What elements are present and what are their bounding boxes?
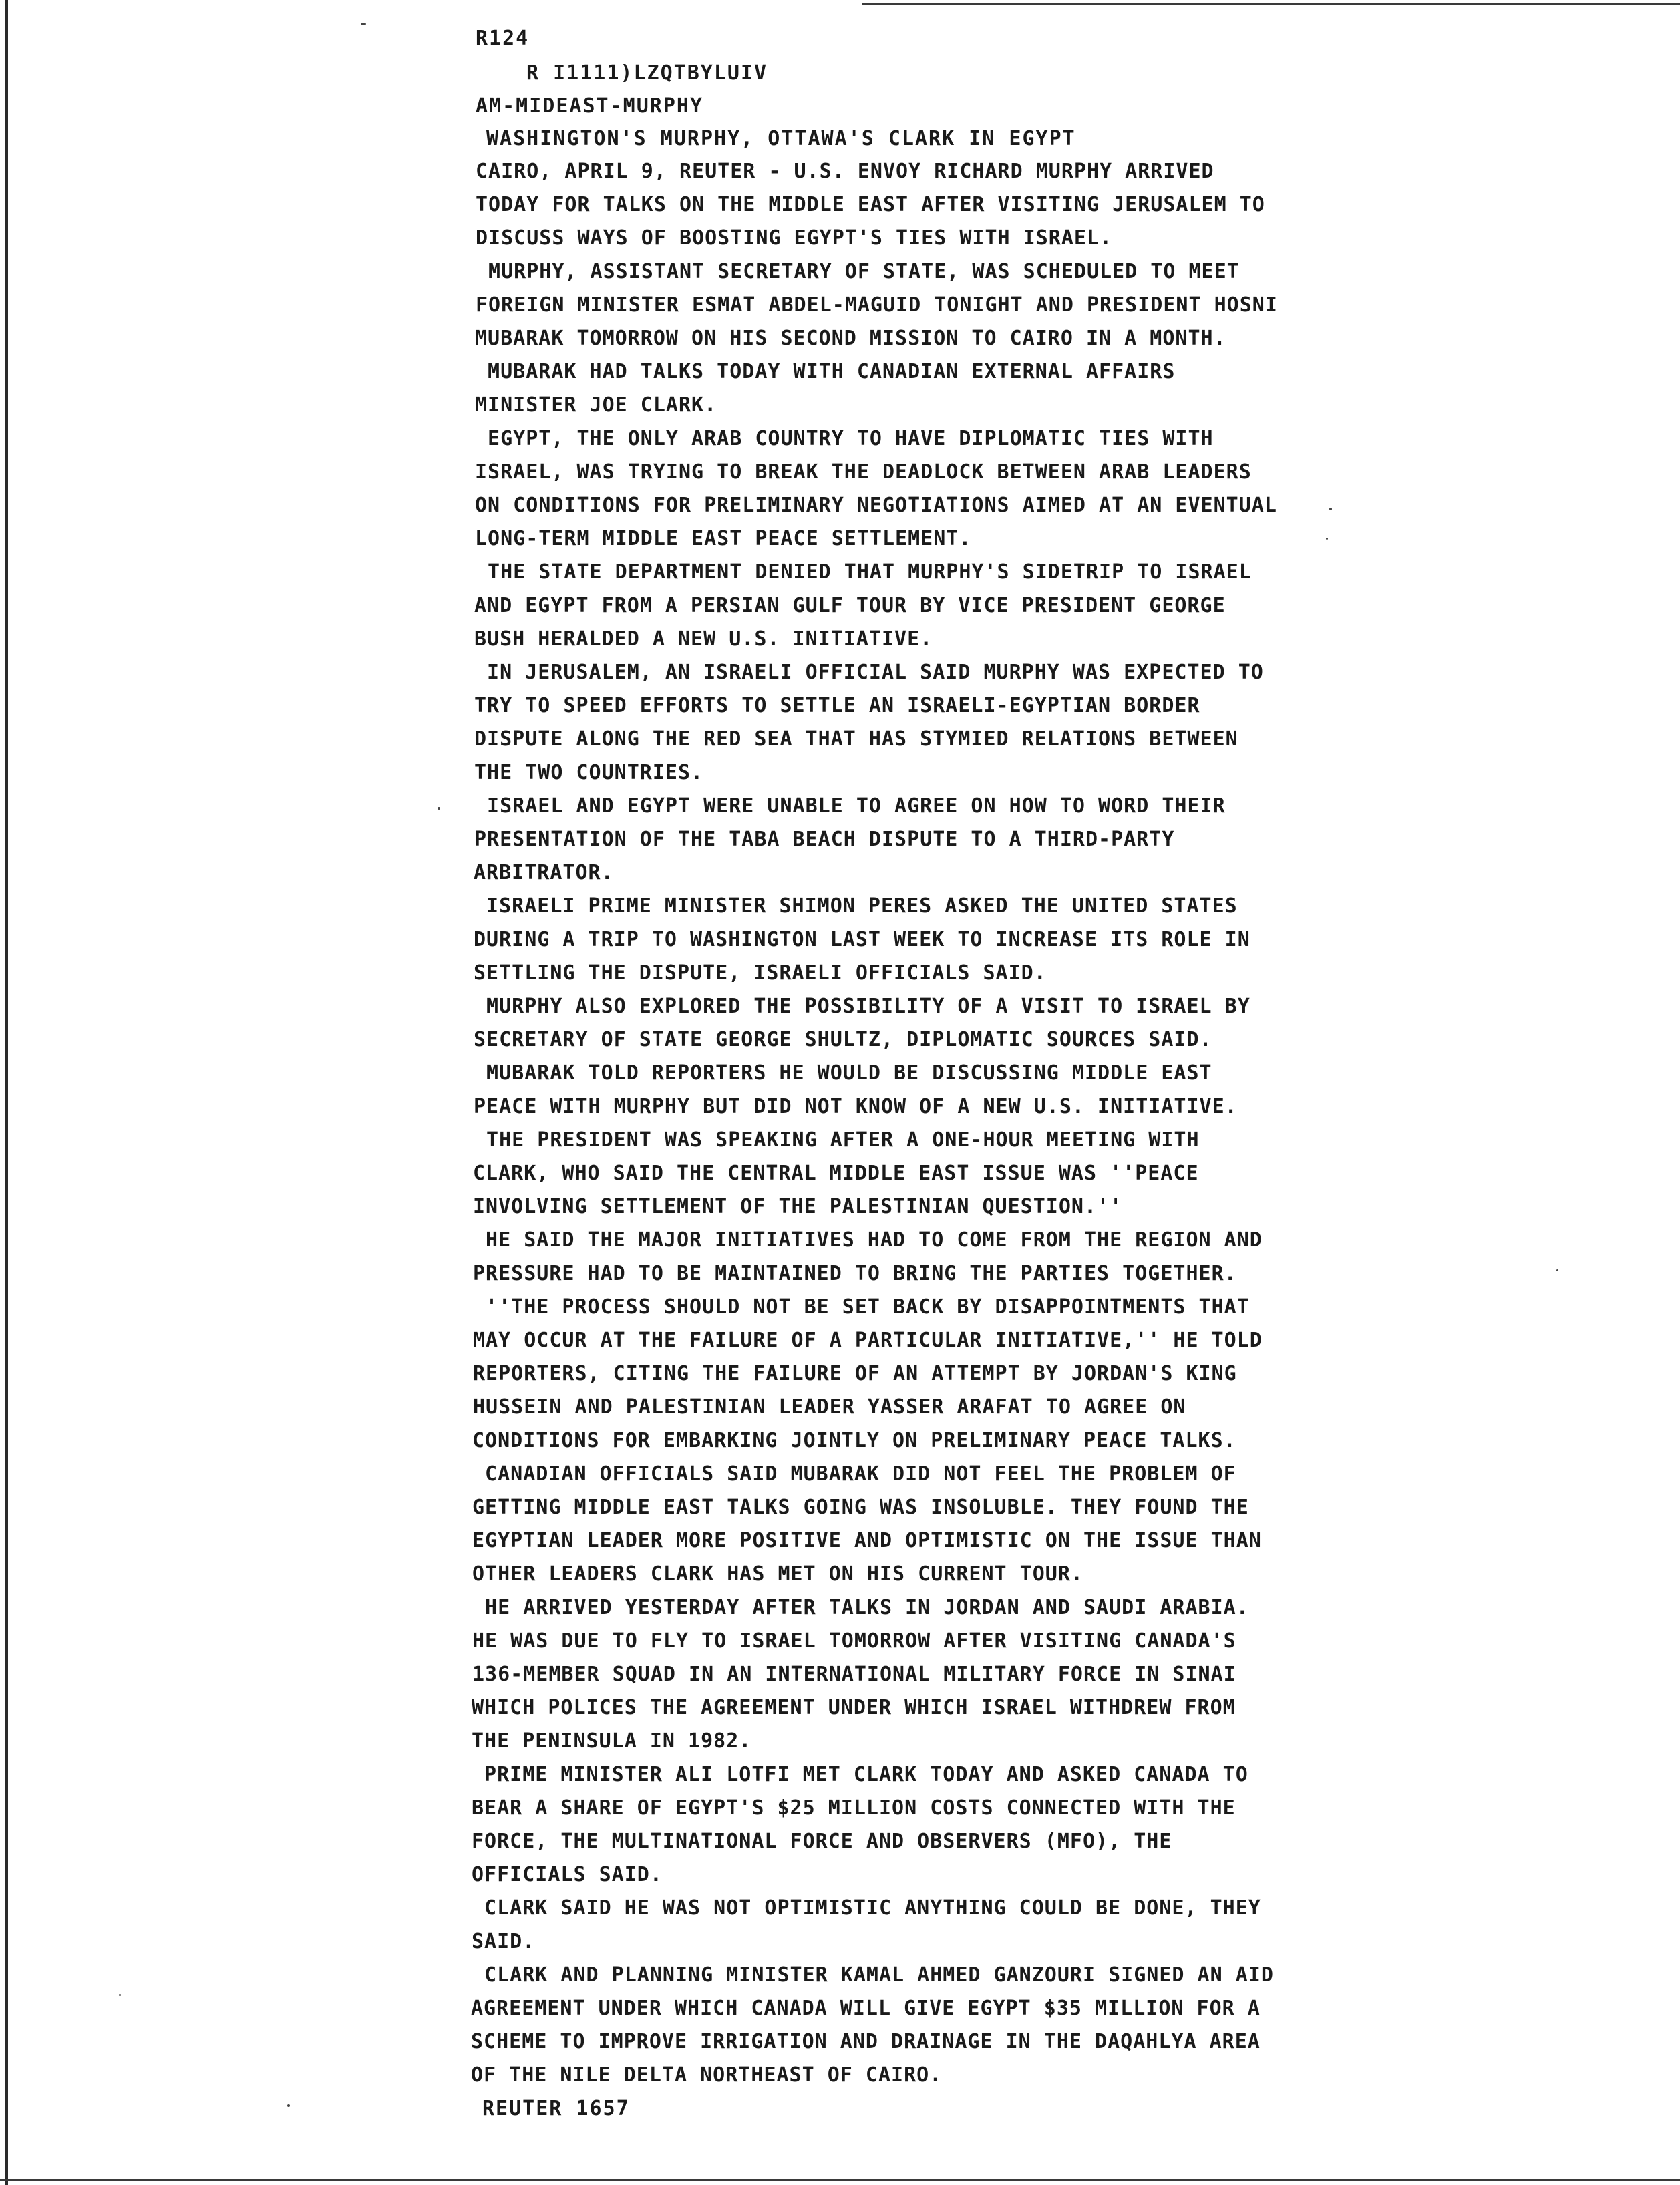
story-text-line: MUBARAK HAD TALKS TODAY WITH CANADIAN EXTERNAL AFFAIRS (475, 360, 1176, 383)
story-text-line: ISRAELI PRIME MINISTER SHIMON PERES ASKED THE UNITED STATES (474, 894, 1238, 918)
story-text-line: THE PENINSULA IN 1982. (472, 1729, 752, 1753)
story-text-line: PEACE WITH MURPHY BUT DID NOT KNOW OF A NEW U.S. INITIATIVE. (474, 1095, 1238, 1118)
scan-speck (438, 807, 440, 810)
story-text-line: HE ARRIVED YESTERDAY AFTER TALKS IN JORDAN AND SAUDI ARABIA. (472, 1596, 1249, 1619)
story-text-line: MUBARAK TOMORROW ON HIS SECOND MISSION TO CAIRO IN A MONTH. (475, 327, 1226, 350)
story-text-line: GETTING MIDDLE EAST TALKS GOING WAS INSOLUBLE. THEY FOUND THE (472, 1496, 1249, 1519)
story-text-line: SCHEME TO IMPROVE IRRIGATION AND DRAINAGE IN THE DAQAHLYA AREA (471, 2030, 1261, 2053)
story-text-line: HE SAID THE MAJOR INITIATIVES HAD TO COME FROM THE REGION AND (473, 1228, 1263, 1252)
story-text-line: CANADIAN OFFICIALS SAID MUBARAK DID NOT FEEL THE PROBLEM OF (472, 1462, 1236, 1486)
story-text-line: SAID. (472, 1930, 536, 1953)
left-margin-rule (5, 0, 8, 2185)
story-text-line: CLARK SAID HE WAS NOT OPTIMISTIC ANYTHING COULD BE DONE, THEY (472, 1896, 1261, 1920)
scan-speck (119, 1994, 121, 1996)
headline: WASHINGTON'S MURPHY, OTTAWA'S CLARK IN EGYPT (486, 127, 1076, 150)
story-text-line: SETTLING THE DISPUTE, ISRAELI OFFICIALS SAID. (474, 961, 1047, 985)
story-text-line: FORCE, THE MULTINATIONAL FORCE AND OBSERVERS (MFO), THE (472, 1830, 1172, 1853)
story-text-line: CONDITIONS FOR EMBARKING JOINTLY ON PRELIMINARY PEACE TALKS. (472, 1429, 1236, 1452)
story-text-line: DISPUTE ALONG THE RED SEA THAT HAS STYMIED RELATIONS BETWEEN (474, 727, 1238, 751)
scan-speck (287, 2104, 290, 2107)
story-text-line: CAIRO, APRIL 9, REUTER - U.S. ENVOY RICHARD MURPHY ARRIVED (476, 160, 1214, 183)
story-text-line: TRY TO SPEED EFFORTS TO SETTLE AN ISRAELI-EGYPTIAN BORDER (474, 694, 1200, 717)
story-text-line: HE WAS DUE TO FLY TO ISRAEL TOMORROW AFTER VISITING CANADA'S (472, 1629, 1236, 1653)
story-text-line: FOREIGN MINISTER ESMAT ABDEL-MAGUID TONIGHT AND PRESIDENT HOSNI (476, 293, 1278, 317)
scan-speck (361, 23, 366, 25)
story-text-line: MURPHY ALSO EXPLORED THE POSSIBILITY OF A VISIT TO ISRAEL BY (474, 995, 1250, 1018)
story-text-line: INVOLVING SETTLEMENT OF THE PALESTINIAN QUESTION.'' (473, 1195, 1123, 1218)
story-text-line: EGYPTIAN LEADER MORE POSITIVE AND OPTIMISTIC ON THE ISSUE THAN (472, 1529, 1262, 1552)
story-text-line: PRIME MINISTER ALI LOTFI MET CLARK TODAY AND ASKED CANADA TO (472, 1763, 1248, 1786)
story-text-line: AND EGYPT FROM A PERSIAN GULF TOUR BY VICE PRESIDENT GEORGE (474, 594, 1226, 617)
scan-speck (1329, 508, 1332, 510)
header-code: R124 (476, 27, 530, 50)
story-text-line: AGREEMENT UNDER WHICH CANADA WILL GIVE EGYPT $35 MILLION FOR A (471, 1997, 1261, 2020)
story-text-line: OTHER LEADERS CLARK HAS MET ON HIS CURRENT TOUR. (472, 1562, 1083, 1586)
story-text-line: ISRAEL, WAS TRYING TO BREAK THE DEADLOCK BETWEEN ARAB LEADERS (475, 460, 1252, 484)
story-text-line: ON CONDITIONS FOR PRELIMINARY NEGOTIATIONS AIMED AT AN EVENTUAL (475, 494, 1277, 517)
story-text-line: OF THE NILE DELTA NORTHEAST OF CAIRO. (471, 2063, 943, 2087)
story-text-line: HUSSEIN AND PALESTINIAN LEADER YASSER ARAFAT TO AGREE ON (473, 1395, 1186, 1419)
story-text-line: MINISTER JOE CLARK. (475, 393, 717, 417)
story-text-line: BUSH HERALDED A NEW U.S. INITIATIVE. (474, 627, 933, 651)
signoff: REUTER 1657 (482, 2097, 630, 2120)
story-text-line: THE STATE DEPARTMENT DENIED THAT MURPHY'S SIDETRIP TO ISRAEL (475, 560, 1252, 584)
story-text-line: DURING A TRIP TO WASHINGTON LAST WEEK TO INCREASE ITS ROLE IN (474, 928, 1250, 951)
story-text-line: REPORTERS, CITING THE FAILURE OF AN ATTEMPT BY JORDAN'S KING (473, 1362, 1237, 1385)
bottom-edge-rule (0, 2179, 1680, 2181)
scan-speck (1326, 538, 1328, 540)
story-text-line: MUBARAK TOLD REPORTERS HE WOULD BE DISCUSSING MIDDLE EAST (474, 1061, 1212, 1085)
top-edge-rule (862, 3, 1680, 5)
story-text-line: PRESENTATION OF THE TABA BEACH DISPUTE TO A THIRD-PARTY (474, 828, 1175, 851)
story-text-line: ISRAEL AND EGYPT WERE UNABLE TO AGREE ON HOW TO WORD THEIR (474, 794, 1226, 818)
story-text-line: MAY OCCUR AT THE FAILURE OF A PARTICULAR INITIATIVE,'' HE TOLD (473, 1329, 1263, 1352)
story-text-line: TODAY FOR TALKS ON THE MIDDLE EAST AFTER VISITING JERUSALEM TO (476, 193, 1265, 216)
story-text-line: BEAR A SHARE OF EGYPT'S $25 MILLION COSTS CONNECTED WITH THE (472, 1796, 1236, 1820)
routing-line: R I1111)LZQTBYLUIV (526, 61, 768, 85)
story-text-line: CLARK, WHO SAID THE CENTRAL MIDDLE EAST ISSUE WAS ''PEACE (473, 1162, 1199, 1185)
story-text-line: WHICH POLICES THE AGREEMENT UNDER WHICH ISRAEL WITHDREW FROM (472, 1696, 1236, 1719)
story-text-line: 136-MEMBER SQUAD IN AN INTERNATIONAL MILITARY FORCE IN SINAI (472, 1663, 1236, 1686)
story-text-line: CLARK AND PLANNING MINISTER KAMAL AHMED GANZOURI SIGNED AN AID (472, 1963, 1274, 1987)
story-text-line: MURPHY, ASSISTANT SECRETARY OF STATE, WAS SCHEDULED TO MEET (476, 260, 1240, 283)
story-slug: AM-MIDEAST-MURPHY (476, 94, 704, 118)
scan-speck (1556, 1269, 1558, 1271)
story-text-line: DISCUSS WAYS OF BOOSTING EGYPT'S TIES WITH ISRAEL. (476, 226, 1113, 250)
story-text-line: LONG-TERM MIDDLE EAST PEACE SETTLEMENT. (475, 527, 972, 550)
story-text-line: ''THE PROCESS SHOULD NOT BE SET BACK BY DISAPPOINTMENTS THAT (473, 1295, 1250, 1319)
story-text-line: OFFICIALS SAID. (472, 1863, 663, 1886)
story-text-line: PRESSURE HAD TO BE MAINTAINED TO BRING THE PARTIES TOGETHER. (473, 1262, 1237, 1285)
story-text-line: EGYPT, THE ONLY ARAB COUNTRY TO HAVE DIPLOMATIC TIES WITH (475, 427, 1214, 450)
story-text-line: SECRETARY OF STATE GEORGE SHULTZ, DIPLOMATIC SOURCES SAID. (474, 1028, 1212, 1051)
story-text-line: IN JERUSALEM, AN ISRAELI OFFICIAL SAID MURPHY WAS EXPECTED TO (474, 661, 1264, 684)
story-text-line: ARBITRATOR. (474, 861, 614, 884)
story-text-line: THE PRESIDENT WAS SPEAKING AFTER A ONE-HOUR MEETING WITH (474, 1128, 1200, 1152)
story-text-line: THE TWO COUNTRIES. (474, 761, 704, 784)
